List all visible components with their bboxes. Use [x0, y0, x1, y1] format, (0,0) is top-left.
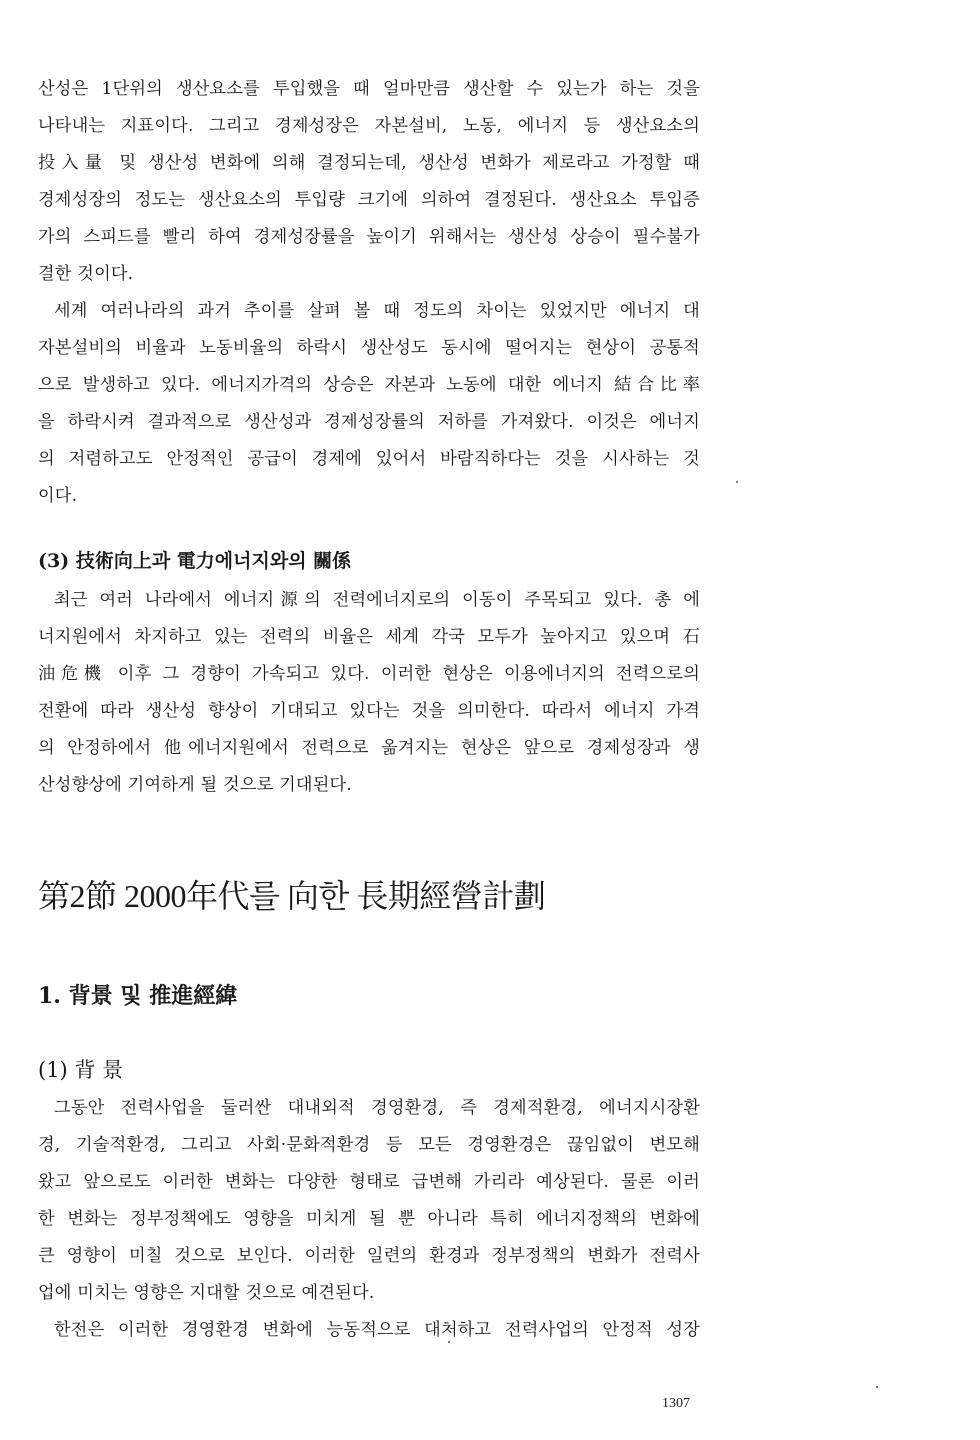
text-line: 큰 영향이 미칠 것으로 보인다. 이러한 일련의 환경과 정부정책의 변화가 전력사: [38, 1246, 701, 1266]
text-line: 을 하락시켜 결과적으로 생산성과 경제성장률의 저하를 가져왔다. 이것은 에너지: [38, 412, 700, 432]
text-line: 나타내는 지표이다. 그리고 경제성장은 자본설비, 노동, 에너지 등 생산요소의: [38, 116, 700, 136]
text-line: 한 변화는 정부정책에도 영향을 미치게 될 뿐 아니라 특히 에너지정책의 변화에: [38, 1209, 700, 1229]
text-line: 가의 스피드를 빨리 하여 경제성장률을 높이기 위해서는 생산성 상승이 필수불가: [38, 227, 700, 247]
scan-speck: [736, 481, 738, 483]
text-line: 최근 여러 나라에서 에너지源의 전력에너지로의 이동이 주목되고 있다. 총 에: [54, 590, 700, 610]
text-line: 投入量 및 생산성 변화에 의해 결정되는데, 생산성 변화가 제로라고 가정할 때: [38, 153, 700, 173]
heading-background: (1) 背 景: [38, 1058, 124, 1082]
text-line: 油危機 이후 그 경향이 가속되고 있다. 이러한 현상은 이용에너지의 전력으로의: [38, 664, 700, 684]
section-title: 第2節 2000年代를 向한 長期經營計劃: [38, 878, 546, 914]
text-line: 경, 기술적환경, 그리고 사회·문화적환경 등 모든 경영환경은 끊임없이 변모해: [38, 1135, 700, 1155]
text-line: 산성향상에 기여하게 될 것으로 기대된다.: [38, 775, 352, 795]
text-line: 세계 여러나라의 과거 추이를 살펴 볼 때 정도의 차이는 있었지만 에너지 대: [54, 301, 700, 321]
text-line: 산성은 1단위의 생산요소를 투입했을 때 얼마만큼 생산할 수 있는가 하는 것을: [38, 79, 700, 99]
text-line: 그동안 전력사업을 둘러싼 대내외적 경영환경, 즉 경제적환경, 에너지시장환: [54, 1098, 700, 1118]
scan-speck: [876, 1386, 878, 1388]
text-line: 으로 발생하고 있다. 에너지가격의 상승은 자본과 노동에 대한 에너지 結合比率: [38, 375, 700, 395]
text-line: 경제성장의 정도는 생산요소의 투입량 크기에 의하여 결정된다. 생산요소 투입증: [38, 190, 700, 210]
text-line: 자본설비의 비율과 노동비율의 하락시 생산성도 동시에 떨어지는 현상이 공통적: [38, 338, 700, 358]
scan-speck: [448, 1341, 450, 1343]
text-line: 업에 미치는 영향은 지대할 것으로 예견된다.: [38, 1283, 375, 1303]
page-number: 1307: [662, 1396, 690, 1411]
text-line: 전환에 따라 생산성 향상이 기대되고 있다는 것을 의미한다. 따라서 에너지 가격: [38, 701, 701, 721]
text-line: 한전은 이러한 경영환경 변화에 능동적으로 대처하고 전력사업의 안정적 성장: [54, 1320, 700, 1340]
text-line: 너지원에서 차지하고 있는 전력의 비율은 세계 각국 모두가 높아지고 있으며 石: [38, 627, 700, 647]
heading-background-history: 1. 背景 및 推進經緯: [38, 983, 238, 1009]
text-line: 의 안정하에서 他에너지원에서 전력으로 옮겨지는 현상은 앞으로 경제성장과 생: [38, 738, 700, 758]
subsection-heading: (3) 技術向上과 電力에너지와의 關係: [38, 550, 352, 572]
text-line: 결한 것이다.: [38, 264, 134, 284]
text-line: 의 저렴하고도 안정적인 공급이 경제에 있어서 바람직하다는 것을 시사하는 것: [38, 449, 700, 469]
text-line: 이다.: [38, 486, 78, 506]
text-line: 왔고 앞으로도 이러한 변화는 다양한 형태로 급변해 가리라 예상된다. 물론 이러: [38, 1172, 700, 1192]
